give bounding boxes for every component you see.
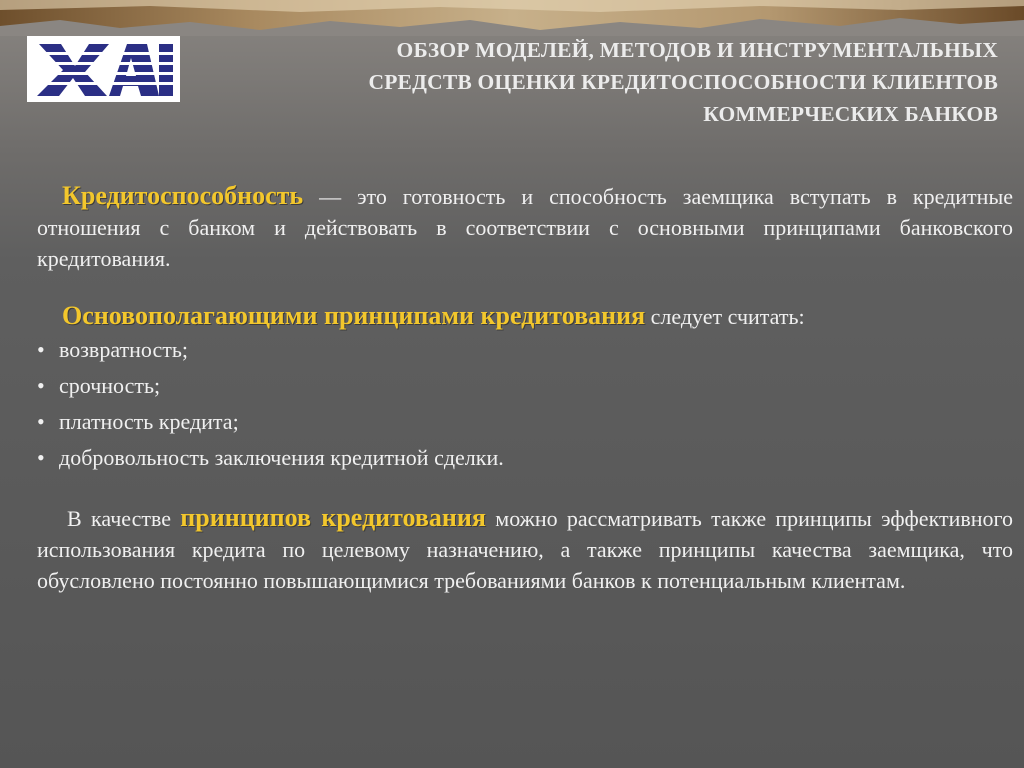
definition-text: — это готовность и способность заемщика вступать в кредитные отношения с банком и действовать в соответствии с основными принципами банковского кредитования. — [37, 184, 1013, 271]
definition-term: Кредитоспособность — [62, 181, 304, 210]
list-item-text: платность кредита; — [59, 409, 239, 434]
title-line-2: СРЕДСТВ ОЦЕНКИ КРЕДИТОСПОСОБНОСТИ КЛИЕНТОВ — [368, 70, 998, 94]
principles-term: Основополагающими принципами кредитования — [62, 301, 646, 330]
page-title — [240, 34, 998, 130]
principles-intro — [37, 300, 1013, 332]
additional-lead: В качестве — [67, 506, 181, 531]
bullet-icon: • — [37, 337, 45, 362]
principles-list — [37, 332, 1013, 476]
list-item — [37, 440, 1013, 476]
definition-paragraph — [37, 180, 1013, 274]
principles-text: следует считать: — [645, 304, 805, 329]
list-item-text: возвратность; — [59, 337, 188, 362]
additional-term: принципов кредитования — [180, 503, 486, 532]
title-line-3: КОММЕРЧЕСКИХ БАНКОВ — [703, 102, 998, 126]
bullet-icon: • — [37, 445, 45, 470]
additional-text: можно рассматривать также принципы эффективного использования кредита по целевому назначению, а также принципы качества заемщика, что обусловлено постоянно повышающимися требованиями банков к потенциальным клиентам. — [37, 506, 1013, 593]
decorative-top-band — [0, 0, 1024, 36]
list-item — [37, 368, 1013, 404]
list-item — [37, 404, 1013, 440]
list-item-text: срочность; — [59, 373, 161, 398]
title-line-1: ОБЗОР МОДЕЛЕЙ, МЕТОДОВ И ИНСТРУМЕНТАЛЬНЫХ — [396, 38, 998, 62]
list-item — [37, 332, 1013, 368]
university-logo — [27, 36, 180, 102]
bullet-icon: • — [37, 409, 45, 434]
xai-logo-icon — [27, 36, 180, 102]
slide-body — [37, 180, 1013, 596]
bullet-icon: • — [37, 373, 45, 398]
list-item-text: добровольность заключения кредитной сделки. — [59, 445, 504, 470]
additional-paragraph — [37, 502, 1013, 596]
